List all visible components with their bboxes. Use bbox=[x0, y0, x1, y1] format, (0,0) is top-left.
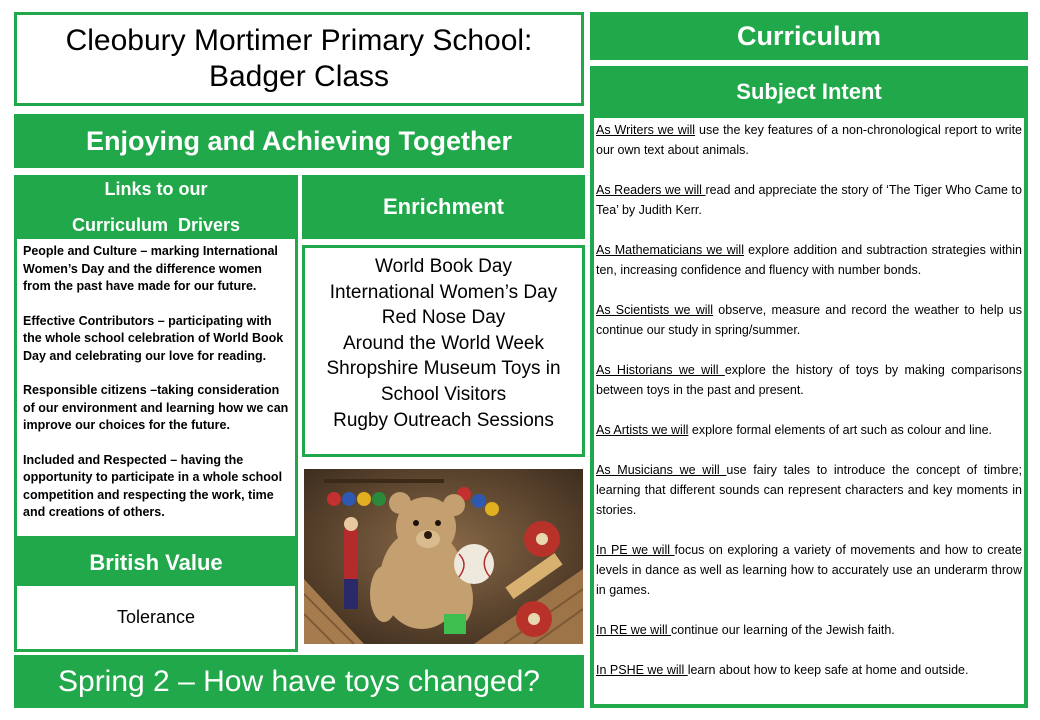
subject-intent-panel bbox=[590, 118, 1028, 708]
intent-lead: As Musicians we will bbox=[596, 463, 727, 477]
british-value: Tolerance bbox=[116, 607, 196, 627]
intent-text: observe, measure and record the weather to help us continue our study in spring/summer. bbox=[596, 303, 1022, 337]
intent-text: explore addition and subtraction strategies within ten, increasing confidence and fluency with number bonds. bbox=[596, 243, 1022, 277]
intent-lead: As Mathematicians we will bbox=[596, 243, 744, 257]
intent-item bbox=[596, 180, 1022, 220]
drivers-heading-line1: Links to our bbox=[104, 179, 208, 199]
enrichment-heading: Enrichment bbox=[382, 194, 505, 219]
driver-item: People and Culture – marking International Women’s Day and the difference women from the past have made for our future. bbox=[23, 244, 278, 293]
intent-lead: In PE we will bbox=[596, 543, 675, 557]
topic-banner bbox=[14, 655, 584, 708]
intent-lead: As Historians we will bbox=[596, 363, 725, 377]
intent-lead: As Writers we will bbox=[596, 123, 696, 137]
intent-text: learn about how to keep safe at home and outside. bbox=[687, 663, 969, 677]
intent-text: focus on exploring a variety of movements and how to create levels in dance as well as learning how to accurately use an underarm throw in games. bbox=[596, 543, 1022, 597]
intent-item bbox=[596, 540, 1022, 600]
intent-text: use fairy tales to introduce the concept of timbre; learning that different sounds can represent characters and key moments in stories. bbox=[596, 463, 1023, 517]
drivers-heading-line2: Curriculum Drivers bbox=[71, 215, 241, 235]
tagline: Enjoying and Achieving Together bbox=[85, 125, 513, 156]
school-title: Cleobury Mortimer Primary School: bbox=[65, 24, 533, 57]
driver-item: Included and Respected – having the opportunity to participate in a whole school competition and respecting the work, time and creations of others. bbox=[23, 452, 283, 519]
curriculum-heading-box bbox=[590, 12, 1028, 60]
enrichment-heading-box bbox=[302, 175, 585, 239]
intent-lead: As Artists we will bbox=[596, 423, 689, 437]
enrichment-item: International Women’s Day bbox=[329, 281, 558, 303]
enrichment-item: Rugby Outreach Sessions bbox=[333, 409, 554, 431]
intent-item bbox=[596, 620, 1022, 640]
driver-item: Effective Contributors – participating with the whole school celebration of World Book Day and celebrating our love for reading. bbox=[23, 313, 284, 363]
enrichment-item: Around the World Week bbox=[342, 332, 544, 354]
curriculum-heading: Curriculum bbox=[736, 20, 882, 51]
intent-lead: As Readers we will bbox=[596, 183, 706, 197]
class-name: Badger Class bbox=[208, 60, 390, 93]
enrichment-list bbox=[302, 245, 585, 457]
intent-text: explore the history of toys by making comparisons between toys in the past and present. bbox=[596, 363, 1022, 397]
drivers-list bbox=[14, 239, 298, 539]
intent-text: use the key features of a non-chronological report to write our own text about animals. bbox=[596, 123, 1022, 157]
intent-text: continue our learning of the Jewish faith. bbox=[671, 623, 895, 637]
subject-intent-heading-box bbox=[590, 66, 1028, 118]
intent-lead: As Scientists we will bbox=[596, 303, 714, 317]
intent-item bbox=[596, 120, 1022, 160]
intent-item bbox=[596, 660, 1022, 680]
enrichment-item: Red Nose Day bbox=[381, 307, 506, 329]
school-title-box bbox=[14, 12, 584, 106]
intent-item bbox=[596, 300, 1022, 340]
enrichment-item: World Book Day bbox=[375, 256, 512, 277]
intent-item bbox=[596, 420, 1022, 440]
british-value-box bbox=[14, 586, 298, 652]
intent-text: explore formal elements of art such as colour and line. bbox=[688, 423, 993, 437]
topic-title: Spring 2 – How have toys changed? bbox=[58, 664, 540, 698]
british-value-heading: British Value bbox=[89, 549, 223, 575]
intent-item bbox=[596, 360, 1022, 400]
intent-text: read and appreciate the story of ‘The Tiger Who Came to Tea’ by Judith Kerr. bbox=[596, 183, 1022, 217]
subject-intent-list bbox=[594, 118, 1024, 704]
enrichment-item: Shropshire Museum Toys in School Visitors bbox=[326, 358, 561, 405]
drivers-heading bbox=[14, 175, 298, 239]
tagline-banner bbox=[14, 114, 584, 168]
intent-lead: In RE we will bbox=[596, 623, 672, 637]
driver-item: Responsible citizens –taking consideration of our environment and learning how we can improve our choices for the future. bbox=[23, 383, 289, 432]
toys-photo bbox=[304, 469, 583, 644]
toys-photo-illustration bbox=[304, 469, 583, 644]
intent-item bbox=[596, 460, 1022, 520]
british-value-heading-box bbox=[14, 539, 298, 586]
intent-item bbox=[596, 240, 1022, 280]
intent-lead: In PSHE we will bbox=[596, 663, 688, 677]
subject-intent-heading: Subject Intent bbox=[736, 79, 882, 104]
